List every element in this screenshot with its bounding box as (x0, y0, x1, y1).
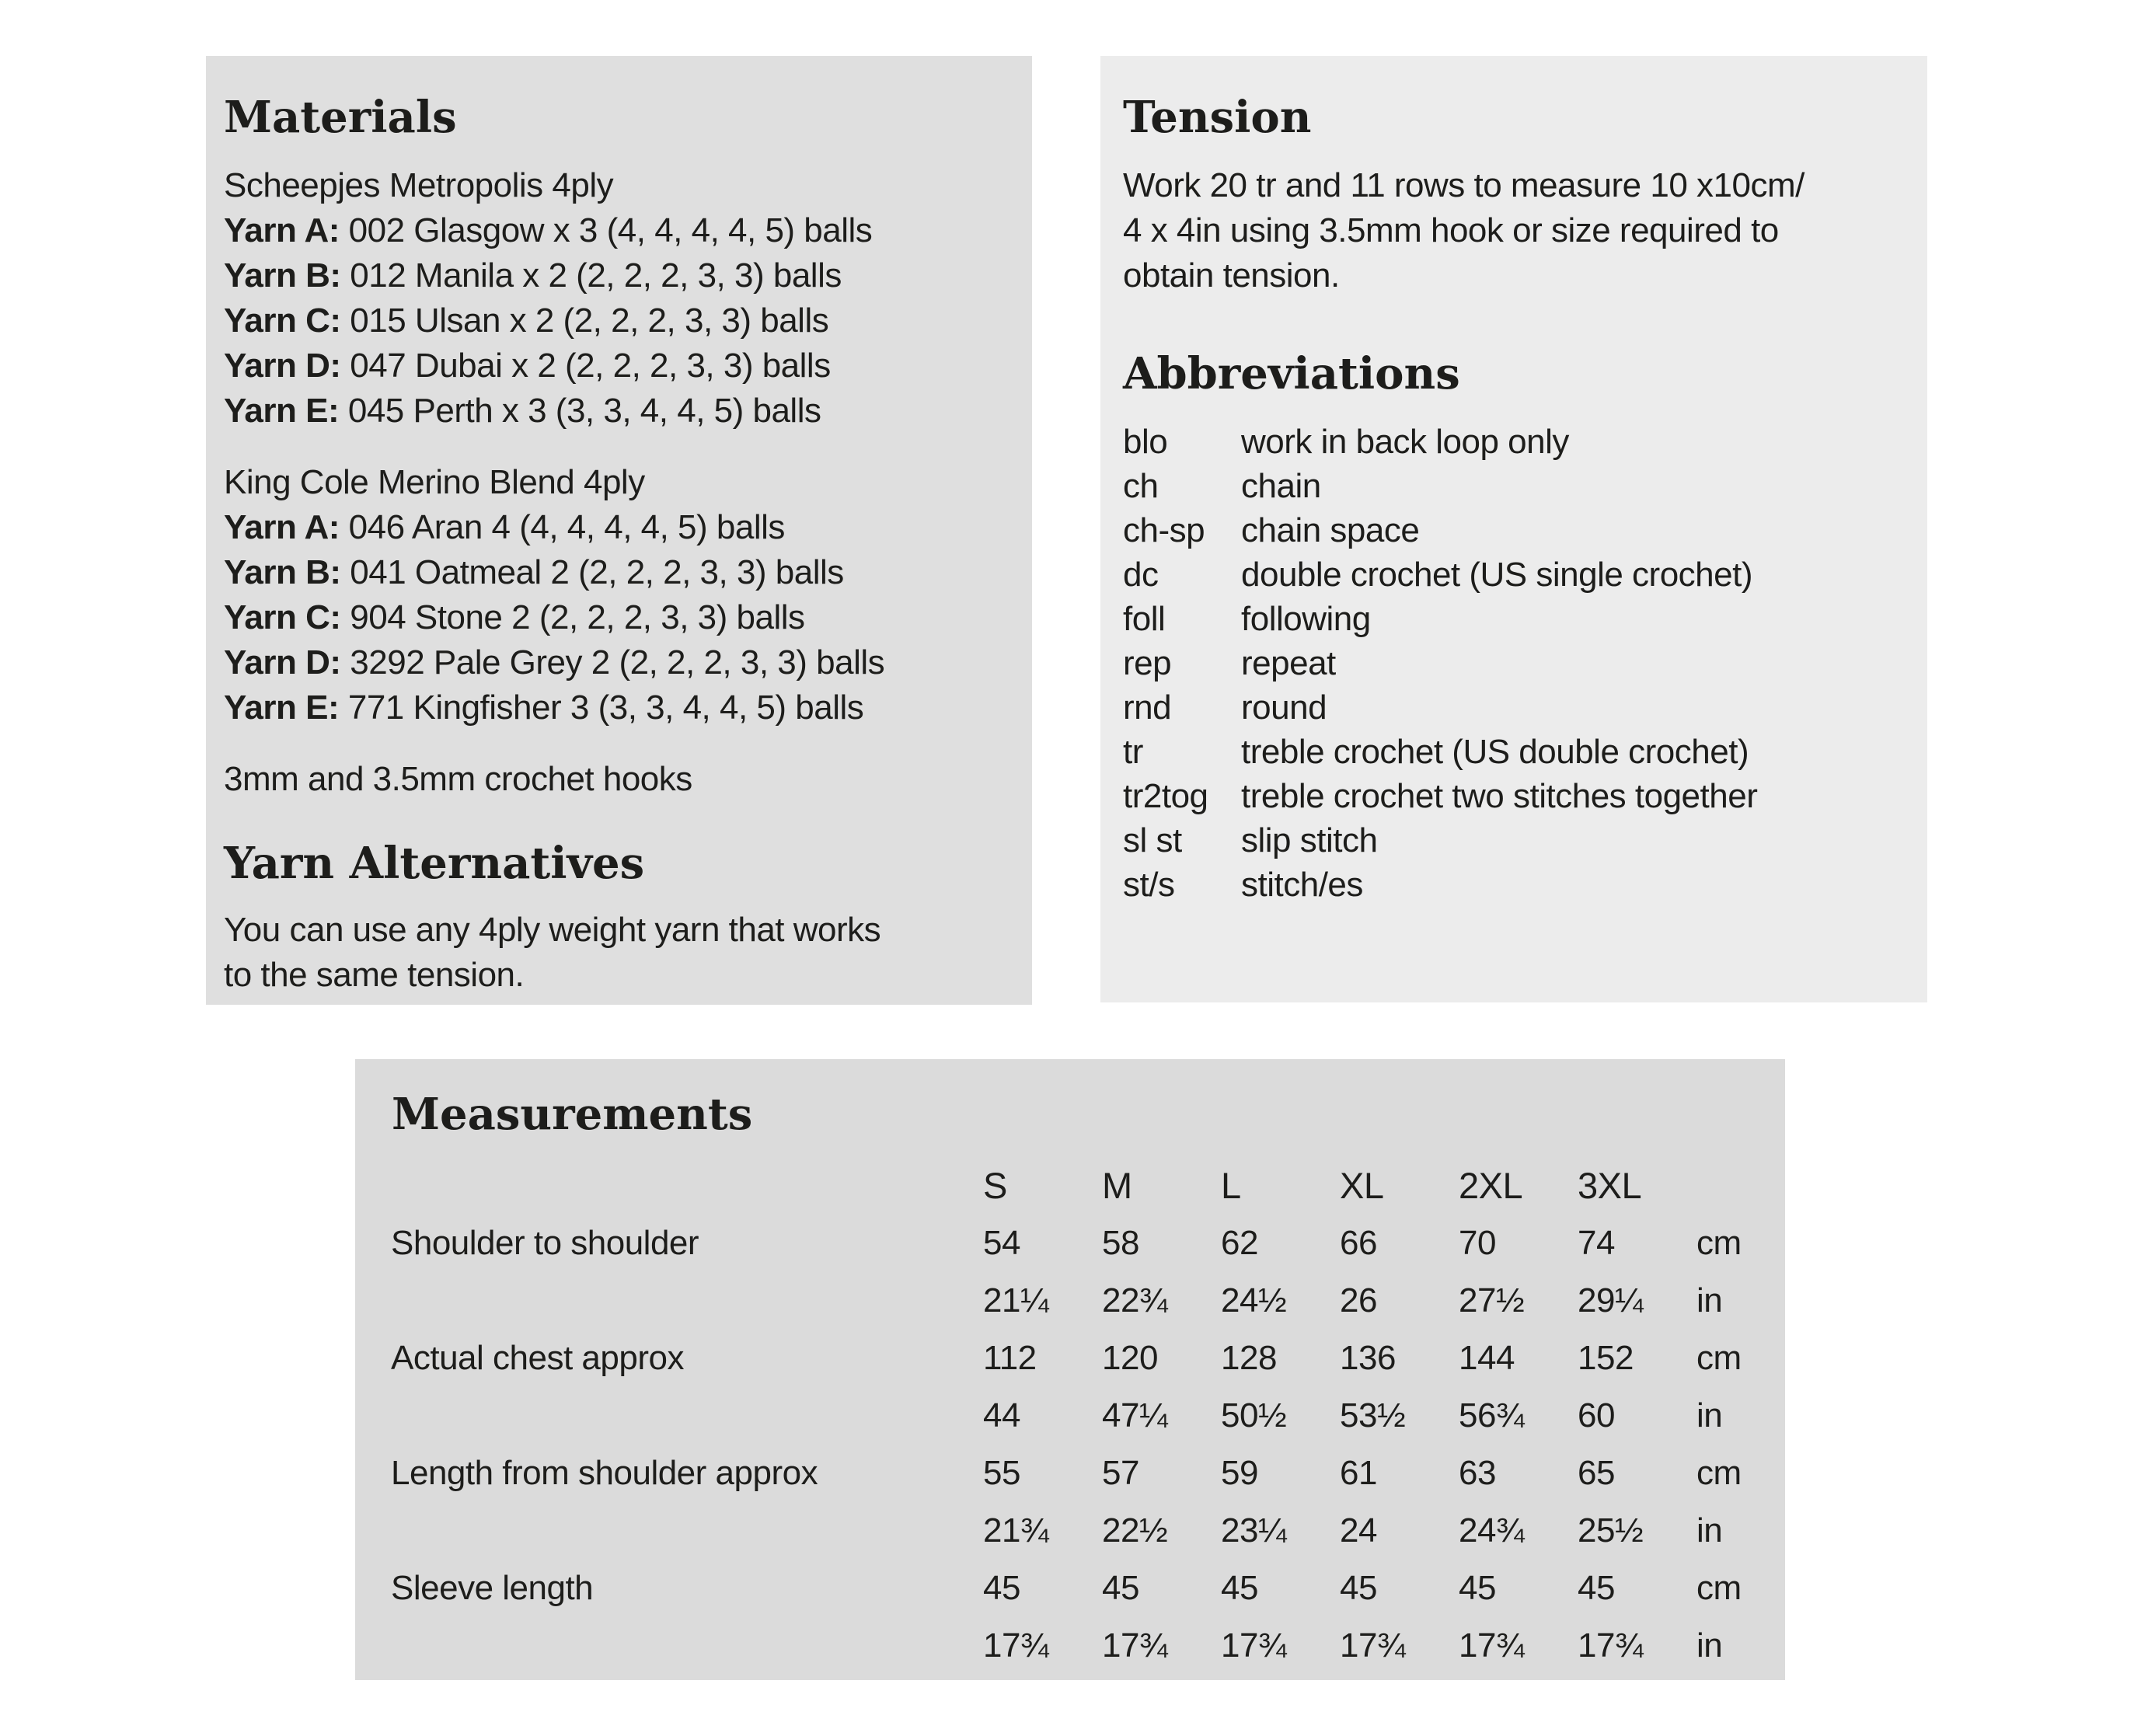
measurement-value: 45 (1340, 1569, 1377, 1607)
measurement-value: 17¾ (1102, 1626, 1168, 1665)
measurement-value: 44 (983, 1396, 1020, 1434)
yarn-line (224, 550, 1010, 595)
measurement-value: 74 (1578, 1224, 1615, 1262)
yarn-label: Yarn C: (224, 302, 341, 340)
yarn-line (224, 343, 1010, 389)
measurement-value: 57 (1102, 1454, 1139, 1492)
measurement-unit: in (1696, 1511, 1723, 1550)
abbreviation-term: sl st (1123, 821, 1182, 859)
abbreviation-row (1123, 420, 1918, 464)
tension-text: 4 x 4in using 3.5mm hook or size required to (1123, 211, 1779, 249)
yarn-group-king-cole (224, 460, 1010, 730)
yarn-detail: 045 Perth x 3 (3, 3, 4, 4, 5) balls (347, 392, 821, 430)
yarn-label: Yarn D: (224, 643, 341, 682)
size-header: XL (1340, 1165, 1384, 1206)
yarn-brand-heading: King Cole Merino Blend 4ply (224, 463, 645, 501)
yarn-label: Yarn B: (224, 553, 341, 591)
measurement-label: Shoulder to shoulder (391, 1224, 699, 1262)
tension-text: obtain tension. (1123, 256, 1340, 295)
abbreviation-definition: treble crochet two stitches together (1241, 777, 1758, 815)
measurement-value: 22¾ (1102, 1281, 1168, 1319)
measurement-value: 25½ (1578, 1511, 1644, 1550)
measurement-value: 65 (1578, 1454, 1615, 1492)
measurement-value: 22½ (1102, 1511, 1168, 1550)
measurement-value: 21¼ (983, 1281, 1049, 1319)
measurement-row (391, 1330, 1754, 1387)
abbreviation-definition: stitch/es (1241, 866, 1363, 904)
measurement-row (391, 1215, 1754, 1272)
measurement-value: 66 (1340, 1224, 1377, 1262)
abbreviation-term: tr2tog (1123, 777, 1208, 815)
measurement-value: 136 (1340, 1339, 1396, 1377)
abbreviation-definition: chain space (1241, 511, 1420, 549)
measurement-label: Actual chest approx (391, 1339, 684, 1377)
abbreviation-row (1123, 553, 1918, 597)
yarn-line (224, 389, 1010, 434)
abbreviation-term: foll (1123, 600, 1166, 638)
size-header: 3XL (1578, 1165, 1642, 1206)
measurement-value: 17¾ (1221, 1626, 1287, 1665)
measurement-value: 24½ (1221, 1281, 1287, 1319)
hooks-note: 3mm and 3.5mm crochet hooks (224, 760, 692, 798)
abbreviations-title: Abbreviations (1123, 348, 1460, 399)
measurement-value: 27½ (1459, 1281, 1525, 1319)
measurement-row (391, 1387, 1754, 1445)
measurement-unit: cm (1696, 1454, 1742, 1492)
yarn-detail: 015 Ulsan x 2 (2, 2, 2, 3, 3) balls (350, 302, 829, 340)
tension-text: Work 20 tr and 11 rows to measure 10 x10cm/ (1123, 166, 1805, 204)
yarn-alternatives-text: to the same tension. (224, 956, 525, 994)
yarn-alternatives-title: Yarn Alternatives (224, 838, 645, 889)
measurement-value: 17¾ (1340, 1626, 1406, 1665)
abbreviation-row (1123, 508, 1918, 553)
measurement-value: 23¼ (1221, 1511, 1287, 1550)
abbreviation-term: st/s (1123, 866, 1175, 904)
abbreviation-row (1123, 818, 1918, 863)
abbreviation-definition: double crochet (US single crochet) (1241, 556, 1752, 594)
yarn-alternatives-text: You can use any 4ply weight yarn that works (224, 911, 881, 949)
measurement-row (391, 1445, 1754, 1502)
yarn-line (224, 595, 1010, 640)
yarn-line (224, 505, 1010, 550)
measurement-value: 24 (1340, 1511, 1377, 1550)
measurements-table (391, 1157, 1754, 1675)
measurement-unit: in (1696, 1626, 1723, 1665)
measurement-unit: cm (1696, 1224, 1742, 1262)
size-header-row (391, 1157, 1754, 1215)
measurement-value: 56¾ (1459, 1396, 1525, 1434)
yarn-label: Yarn B: (224, 256, 341, 295)
measurement-value: 53½ (1340, 1396, 1406, 1434)
yarn-detail: 904 Stone 2 (2, 2, 2, 3, 3) balls (350, 598, 805, 636)
measurement-value: 45 (1459, 1569, 1496, 1607)
tension-title: Tension (1123, 92, 1312, 143)
measurement-row (391, 1272, 1754, 1330)
yarn-detail: 771 Kingfisher 3 (3, 3, 4, 4, 5) balls (347, 688, 864, 727)
measurement-value: 144 (1459, 1339, 1515, 1377)
abbreviation-term: tr (1123, 733, 1143, 771)
yarn-label: Yarn E: (224, 688, 340, 727)
measurement-value: 120 (1102, 1339, 1158, 1377)
measurement-value: 45 (1221, 1569, 1258, 1607)
yarn-detail: 047 Dubai x 2 (2, 2, 2, 3, 3) balls (350, 347, 831, 385)
measurement-value: 152 (1578, 1339, 1634, 1377)
measurement-value: 55 (983, 1454, 1020, 1492)
abbreviation-term: dc (1123, 556, 1159, 594)
yarn-detail: 012 Manila x 2 (2, 2, 2, 3, 3) balls (350, 256, 842, 295)
abbreviation-definition: treble crochet (US double crochet) (1241, 733, 1749, 771)
yarn-label: Yarn C: (224, 598, 341, 636)
measurement-value: 61 (1340, 1454, 1377, 1492)
measurement-value: 45 (1102, 1569, 1139, 1607)
abbreviation-term: blo (1123, 423, 1168, 461)
measurement-value: 17¾ (983, 1626, 1049, 1665)
measurement-unit: in (1696, 1396, 1723, 1434)
materials-section (206, 56, 1032, 1005)
abbreviation-definition: chain (1241, 467, 1321, 505)
measurement-value: 24¾ (1459, 1511, 1525, 1550)
yarn-brand-heading: Scheepjes Metropolis 4ply (224, 166, 614, 204)
abbreviation-row (1123, 863, 1918, 907)
yarn-label: Yarn A: (224, 211, 340, 249)
measurement-value: 54 (983, 1224, 1020, 1262)
yarn-line (224, 208, 1010, 253)
measurement-value: 60 (1578, 1396, 1615, 1434)
measurement-value: 21¾ (983, 1511, 1049, 1550)
abbreviation-row (1123, 730, 1918, 774)
measurement-value: 17¾ (1578, 1626, 1644, 1665)
size-header: M (1102, 1165, 1132, 1206)
measurement-value: 45 (1578, 1569, 1615, 1607)
measurements-section (355, 1059, 1785, 1680)
yarn-detail: 3292 Pale Grey 2 (2, 2, 2, 3, 3) balls (350, 643, 885, 682)
yarn-label: Yarn E: (224, 392, 340, 430)
abbreviation-row (1123, 641, 1918, 685)
size-header: L (1221, 1165, 1241, 1206)
abbreviation-term: ch (1123, 467, 1159, 505)
measurements-title: Measurements (392, 1089, 753, 1140)
measurement-row (391, 1502, 1754, 1560)
abbreviation-definition: following (1241, 600, 1371, 638)
yarn-line (224, 253, 1010, 298)
measurement-value: 17¾ (1459, 1626, 1525, 1665)
abbreviation-definition: work in back loop only (1241, 423, 1569, 461)
measurement-value: 29¼ (1578, 1281, 1644, 1319)
measurement-value: 58 (1102, 1224, 1139, 1262)
yarn-detail: 041 Oatmeal 2 (2, 2, 2, 3, 3) balls (350, 553, 844, 591)
measurement-row (391, 1560, 1754, 1617)
abbreviation-row (1123, 774, 1918, 818)
measurement-value: 59 (1221, 1454, 1258, 1492)
measurement-value: 112 (983, 1339, 1037, 1377)
measurement-value: 128 (1221, 1339, 1277, 1377)
yarn-group-scheepjes (224, 163, 1010, 434)
abbreviation-term: ch-sp (1123, 511, 1205, 549)
abbreviation-definition: round (1241, 688, 1327, 727)
yarn-label: Yarn A: (224, 508, 340, 546)
measurement-label: Sleeve length (391, 1569, 594, 1607)
size-header: 2XL (1459, 1165, 1523, 1206)
measurement-value: 45 (983, 1569, 1020, 1607)
yarn-line (224, 298, 1010, 343)
measurement-unit: cm (1696, 1569, 1742, 1607)
yarn-detail: 002 Glasgow x 3 (4, 4, 4, 4, 5) balls (348, 211, 873, 249)
yarn-label: Yarn D: (224, 347, 341, 385)
size-header: S (983, 1165, 1007, 1206)
abbreviation-row (1123, 685, 1918, 730)
measurement-value: 70 (1459, 1224, 1496, 1262)
measurement-value: 47¼ (1102, 1396, 1168, 1434)
measurement-value: 26 (1340, 1281, 1377, 1319)
abbreviation-definition: repeat (1241, 644, 1336, 682)
measurement-row (391, 1617, 1754, 1675)
yarn-line (224, 685, 1010, 730)
measurement-label: Length from shoulder approx (391, 1454, 818, 1492)
measurement-value: 62 (1221, 1224, 1258, 1262)
measurement-value: 50½ (1221, 1396, 1287, 1434)
measurement-value: 63 (1459, 1454, 1496, 1492)
abbreviation-definition: slip stitch (1241, 821, 1378, 859)
abbreviation-row (1123, 597, 1918, 641)
abbreviation-term: rep (1123, 644, 1172, 682)
measurement-unit: cm (1696, 1339, 1742, 1377)
tension-section (1100, 56, 1927, 1002)
measurement-unit: in (1696, 1281, 1723, 1319)
yarn-detail: 046 Aran 4 (4, 4, 4, 4, 5) balls (348, 508, 785, 546)
materials-title: Materials (224, 92, 457, 143)
abbreviation-row (1123, 464, 1918, 508)
yarn-line (224, 640, 1010, 685)
abbreviation-term: rnd (1123, 688, 1172, 727)
